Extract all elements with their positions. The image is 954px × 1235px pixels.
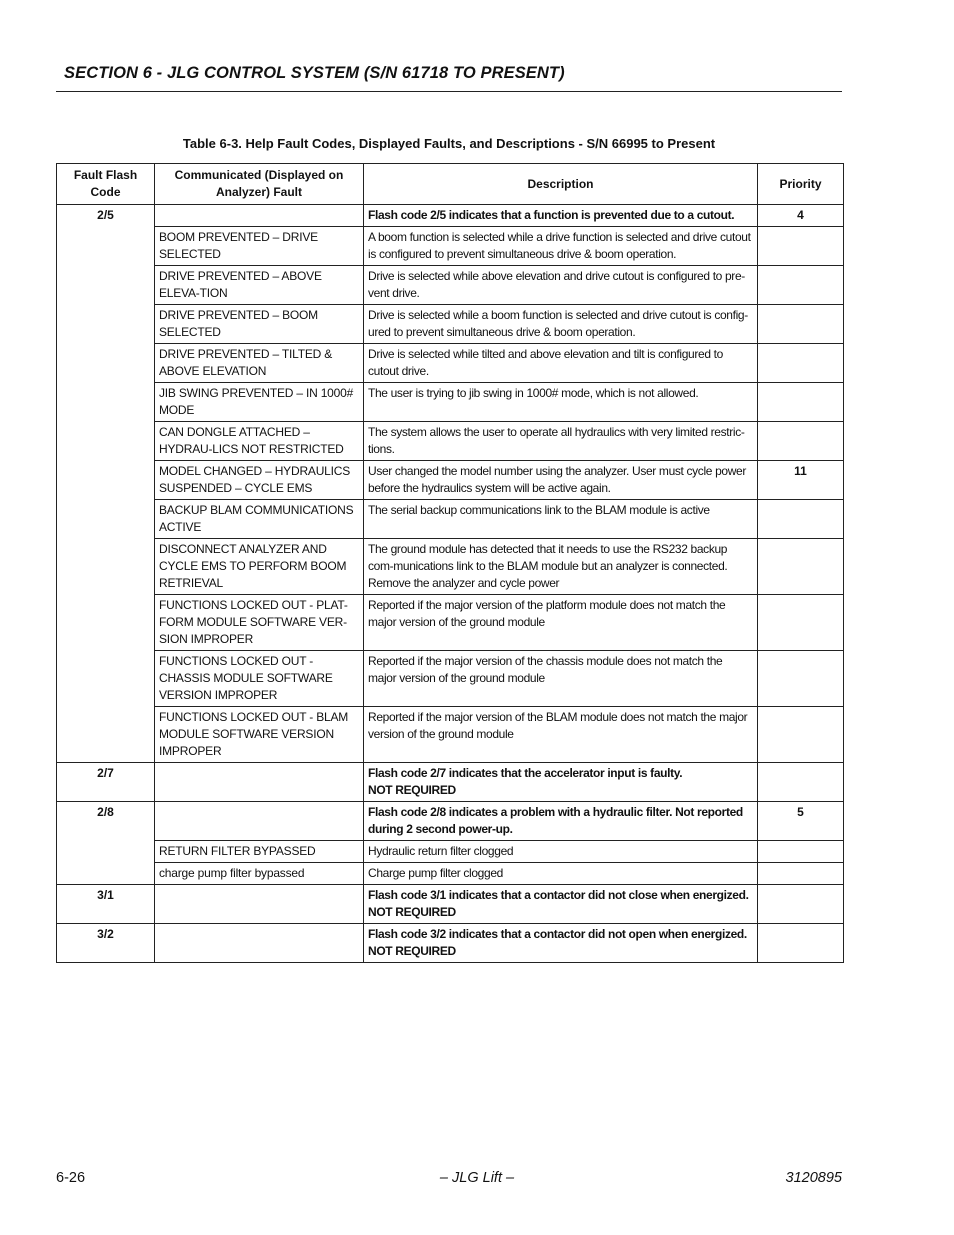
priority-cell <box>758 422 844 461</box>
fault-cell: DRIVE PREVENTED – BOOM SELECTED <box>155 305 364 344</box>
document-number: 3120895 <box>785 1170 842 1186</box>
table-row <box>57 707 844 763</box>
priority-cell <box>758 863 844 885</box>
table-row <box>57 841 844 863</box>
description-cell: Flash code 2/8 indicates a problem with a hydraulic filter. Not reported during 2 second power-up. <box>364 802 758 841</box>
description-cell: Drive is selected while above elevation and drive cutout is configured to pre-vent drive. <box>364 266 758 305</box>
priority-cell <box>758 763 844 802</box>
fault-cell: MODEL CHANGED – HYDRAULICS SUSPENDED – CYCLE EMS <box>155 461 364 500</box>
fault-cell: FUNCTIONS LOCKED OUT - PLAT-FORM MODULE SOFTWARE VER-SION IMPROPER <box>155 595 364 651</box>
priority-cell <box>758 500 844 539</box>
priority-cell: 11 <box>758 461 844 500</box>
description-cell: Reported if the major version of the BLAM module does not match the major version of the ground module <box>364 707 758 763</box>
table-row <box>57 461 844 500</box>
priority-cell <box>758 924 844 963</box>
fault-cell: CAN DONGLE ATTACHED – HYDRAU-LICS NOT RESTRICTED <box>155 422 364 461</box>
description-cell: User changed the model number using the analyzer. User must cycle power before the hydraulics system will be active again. <box>364 461 758 500</box>
table-header-row <box>57 164 844 205</box>
priority-cell <box>758 305 844 344</box>
table-row <box>57 383 844 422</box>
fault-cell <box>155 885 364 924</box>
section-title: SECTION 6 - JLG CONTROL SYSTEM (S/N 61718 TO PRESENT) <box>64 64 565 82</box>
flash-code-summary: Flash code 3/1 indicates that a contactor did not close when energized. <box>368 888 749 902</box>
priority-cell <box>758 266 844 305</box>
fault-cell <box>155 763 364 802</box>
fault-cell: charge pump filter bypassed <box>155 863 364 885</box>
table-title: Table 6-3. Help Fault Codes, Displayed Faults, and Descriptions - S/N 66995 to Present <box>182 136 716 151</box>
flash-code-cell: 2/5 <box>57 205 155 763</box>
description-cell: The user is trying to jib swing in 1000# mode, which is not allowed. <box>364 383 758 422</box>
table-row <box>57 227 844 266</box>
footer-brand: – JLG Lift – <box>439 1170 515 1186</box>
fault-codes-table <box>56 163 844 963</box>
flash-code-summary: Flash code 3/2 indicates that a contactor did not open when energized. <box>368 927 747 941</box>
description-cell: Drive is selected while a boom function is selected and drive cutout is config-ured to prevent simultaneous drive & boom operation. <box>364 305 758 344</box>
not-required-note: NOT REQUIRED <box>368 905 456 919</box>
flash-code-summary: Flash code 2/7 indicates that the accelerator input is faulty. <box>368 766 683 780</box>
description-cell <box>364 885 758 924</box>
table-row <box>57 802 844 841</box>
flash-code-cell: 3/2 <box>57 924 155 963</box>
column-header-code: Fault Flash Code <box>57 164 155 205</box>
fault-cell: BOOM PREVENTED – DRIVE SELECTED <box>155 227 364 266</box>
table-row <box>57 651 844 707</box>
description-cell: Reported if the major version of the chassis module does not match the major version of the ground module <box>364 651 758 707</box>
not-required-note: NOT REQUIRED <box>368 944 456 958</box>
priority-cell <box>758 344 844 383</box>
description-cell: Hydraulic return filter clogged <box>364 841 758 863</box>
table-row <box>57 266 844 305</box>
table-row <box>57 344 844 383</box>
page-number: 6-26 <box>56 1170 86 1186</box>
table-row <box>57 422 844 461</box>
priority-cell <box>758 885 844 924</box>
priority-cell <box>758 651 844 707</box>
fault-cell: RETURN FILTER BYPASSED <box>155 841 364 863</box>
column-header-priority: Priority <box>758 164 844 205</box>
description-cell: A boom function is selected while a drive function is selected and drive cutout is configured to prevent simultaneous drive & boom operation. <box>364 227 758 266</box>
table-row <box>57 595 844 651</box>
table-row <box>57 539 844 595</box>
description-cell: The ground module has detected that it needs to use the RS232 backup com-munications link to the BLAM module but an analyzer is connected. Remove the analyzer and cycle power <box>364 539 758 595</box>
priority-cell <box>758 707 844 763</box>
description-cell: Charge pump filter clogged <box>364 863 758 885</box>
column-header-fault: Communicated (Displayed on Analyzer) Fault <box>155 164 364 205</box>
priority-cell <box>758 383 844 422</box>
table-row <box>57 863 844 885</box>
description-cell: The serial backup communications link to the BLAM module is active <box>364 500 758 539</box>
table-row <box>57 763 844 802</box>
header-divider <box>56 91 842 92</box>
fault-cell: DISCONNECT ANALYZER AND CYCLE EMS TO PERFORM BOOM RETRIEVAL <box>155 539 364 595</box>
description-cell: Flash code 2/5 indicates that a function is prevented due to a cutout. <box>364 205 758 227</box>
fault-cell: FUNCTIONS LOCKED OUT - BLAM MODULE SOFTWARE VERSION IMPROPER <box>155 707 364 763</box>
fault-cell: DRIVE PREVENTED – ABOVE ELEVA-TION <box>155 266 364 305</box>
column-header-description: Description <box>364 164 758 205</box>
description-cell: Drive is selected while tilted and above elevation and tilt is configured to cutout drive. <box>364 344 758 383</box>
table-row <box>57 305 844 344</box>
priority-cell <box>758 841 844 863</box>
priority-cell: 5 <box>758 802 844 841</box>
table-row <box>57 924 844 963</box>
description-cell: The system allows the user to operate all hydraulics with very limited restric-tions. <box>364 422 758 461</box>
priority-cell: 4 <box>758 205 844 227</box>
not-required-note: NOT REQUIRED <box>368 783 456 797</box>
priority-cell <box>758 539 844 595</box>
description-cell: Reported if the major version of the platform module does not match the major version of the ground module <box>364 595 758 651</box>
table-row <box>57 885 844 924</box>
description-cell <box>364 763 758 802</box>
fault-cell <box>155 924 364 963</box>
fault-cell <box>155 205 364 227</box>
flash-code-cell: 2/8 <box>57 802 155 885</box>
flash-code-cell: 2/7 <box>57 763 155 802</box>
table-row <box>57 205 844 227</box>
fault-cell: FUNCTIONS LOCKED OUT - CHASSIS MODULE SOFTWARE VERSION IMPROPER <box>155 651 364 707</box>
fault-cell: BACKUP BLAM COMMUNICATIONS ACTIVE <box>155 500 364 539</box>
fault-cell: DRIVE PREVENTED – TILTED & ABOVE ELEVATION <box>155 344 364 383</box>
description-cell <box>364 924 758 963</box>
fault-cell: JIB SWING PREVENTED – IN 1000# MODE <box>155 383 364 422</box>
fault-cell <box>155 802 364 841</box>
flash-code-cell: 3/1 <box>57 885 155 924</box>
table-row <box>57 500 844 539</box>
priority-cell <box>758 227 844 266</box>
priority-cell <box>758 595 844 651</box>
